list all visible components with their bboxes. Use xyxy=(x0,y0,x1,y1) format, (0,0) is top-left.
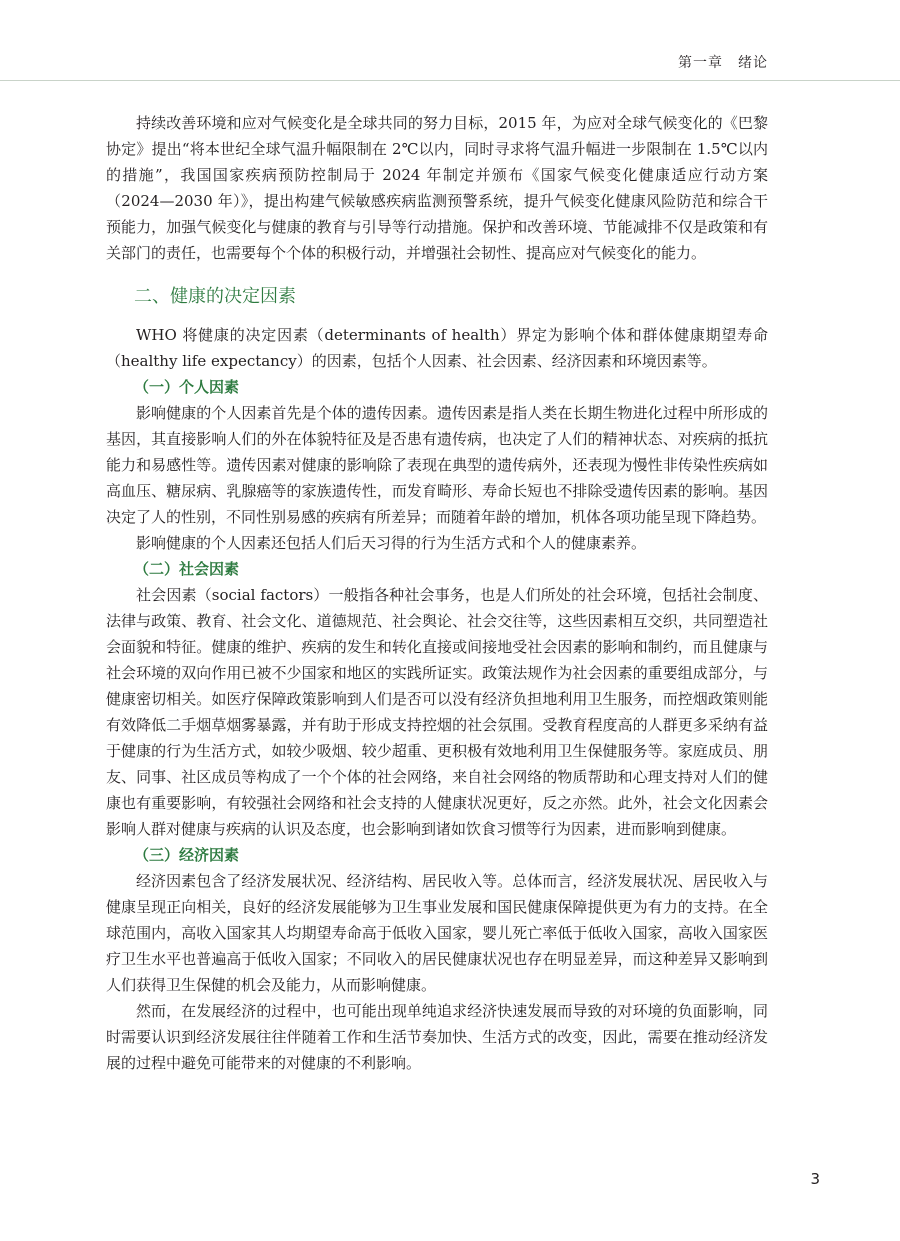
paragraph-climate: 持续改善环境和应对气候变化是全球共同的努力目标，2015 年，为应对全球气候变化的《巴黎协定》提出“将本世纪全球气温升幅限制在 2℃以内，同时寻求将气温升幅进一步限制在 1.5℃以内的措施”，我国国家疾病预防控制局于 2024 年制定并颁布《国家气候变化健康适应行动方案（2024—2030 年）》，提出构建气候敏感疾病监测预警系统，提升气候变化健康风险防范和综合干预能力，加强气候变化与健康的教育与引导等行动措施。保护和改善环境、节能减排不仅是政策和有关部门的责任，也需要每个个体的积极行动，并增强社会韧性、提高应对气候变化的能力。 xyxy=(106,114,768,262)
page-number: 3 xyxy=(810,1170,820,1188)
paragraph-economic-1: 经济因素包含了经济发展状况、经济结构、居民收入等。总体而言，经济发展状况、居民收入与健康呈现正向相关，良好的经济发展能够为卫生事业发展和国民健康保障提供更为有力的支持。在全球范围内，高收入国家其人均期望寿命高于低收入国家，婴儿死亡率低于低收入国家，高收入国家医疗卫生水平也普遍高于低收入国家；不同收入的居民健康状况也存在明显差异，而这种差异又影响到人们获得卫生保健的机会及能力，从而影响健康。 xyxy=(106,872,768,994)
subheading-social-factors: （二）社会因素 xyxy=(134,560,240,578)
paragraph-personal-2: 影响健康的个人因素还包括人们后天习得的行为生活方式和个人的健康素养。 xyxy=(136,534,647,552)
running-header-chapter: 第一章 绪论 xyxy=(678,55,768,71)
subheading-economic-factors: （三）经济因素 xyxy=(134,846,240,864)
subheading-personal-factors: （一）个人因素 xyxy=(134,378,240,396)
section-heading-determinants: 二、健康的决定因素 xyxy=(134,286,296,307)
paragraph-social-1: 社会因素（social factors）一般指各种社会事务，也是人们所处的社会环境，包括社会制度、法律与政策、教育、社会文化、道德规范、社会舆论、社会交往等，这些因素相互交织，共同塑造社会面貌和特征。健康的维护、疾病的发生和转化直接或间接地受社会因素的影响和制约，而且健康与社会环境的双向作用已被不少国家和地区的实践所证实。政策法规作为社会因素的重要组成部分，与健康密切相关。如医疗保障政策影响到人们是否可以没有经济负担地利用卫生服务，而控烟政策则能有效降低二手烟草烟雾暴露，并有助于形成支持控烟的社会氛围。受教育程度高的人群更多采纳有益于健康的行为生活方式，如较少吸烟、较少超重、更积极有效地利用卫生保健服务等。家庭成员、朋友、同事、社区成员等构成了一个个体的社会网络，来自社会网络的物质帮助和心理支持对人们的健康也有重要影响，有较强社会网络和社会支持的人健康状况更好，反之亦然。此外，社会文化因素会影响人群对健康与疾病的认识及态度，也会影响到诸如饮食习惯等行为因素，进而影响到健康。 xyxy=(106,586,768,838)
header-divider xyxy=(0,80,900,81)
paragraph-economic-2: 然而，在发展经济的过程中，也可能出现单纯追求经济快速发展而导致的对环境的负面影响，同时需要认识到经济发展往往伴随着工作和生活节奏加快、生活方式的改变，因此，需要在推动经济发展的过程中避免可能带来的对健康的不利影响。 xyxy=(106,1002,768,1072)
page-body xyxy=(106,110,768,1076)
paragraph-who-definition: WHO 将健康的决定因素（determinants of health）界定为影响个体和群体健康期望寿命（healthy life expectancy）的因素，包括个人因素、社会因素、经济因素和环境因素等。 xyxy=(106,326,768,370)
paragraph-personal-1: 影响健康的个人因素首先是个体的遗传因素。遗传因素是指人类在长期生物进化过程中所形成的基因，其直接影响人们的外在体貌特征及是否患有遗传病，也决定了人们的精神状态、对疾病的抵抗能力和易感性等。遗传因素对健康的影响除了表现在典型的遗传病外，还表现为慢性非传染性疾病如高血压、糖尿病、乳腺癌等的家族遗传性，而发育畸形、寿命长短也不排除受遗传因素的影响。基因决定了人的性别，不同性别易感的疾病有所差异；而随着年龄的增加，机体各项功能呈现下降趋势。 xyxy=(106,404,768,526)
